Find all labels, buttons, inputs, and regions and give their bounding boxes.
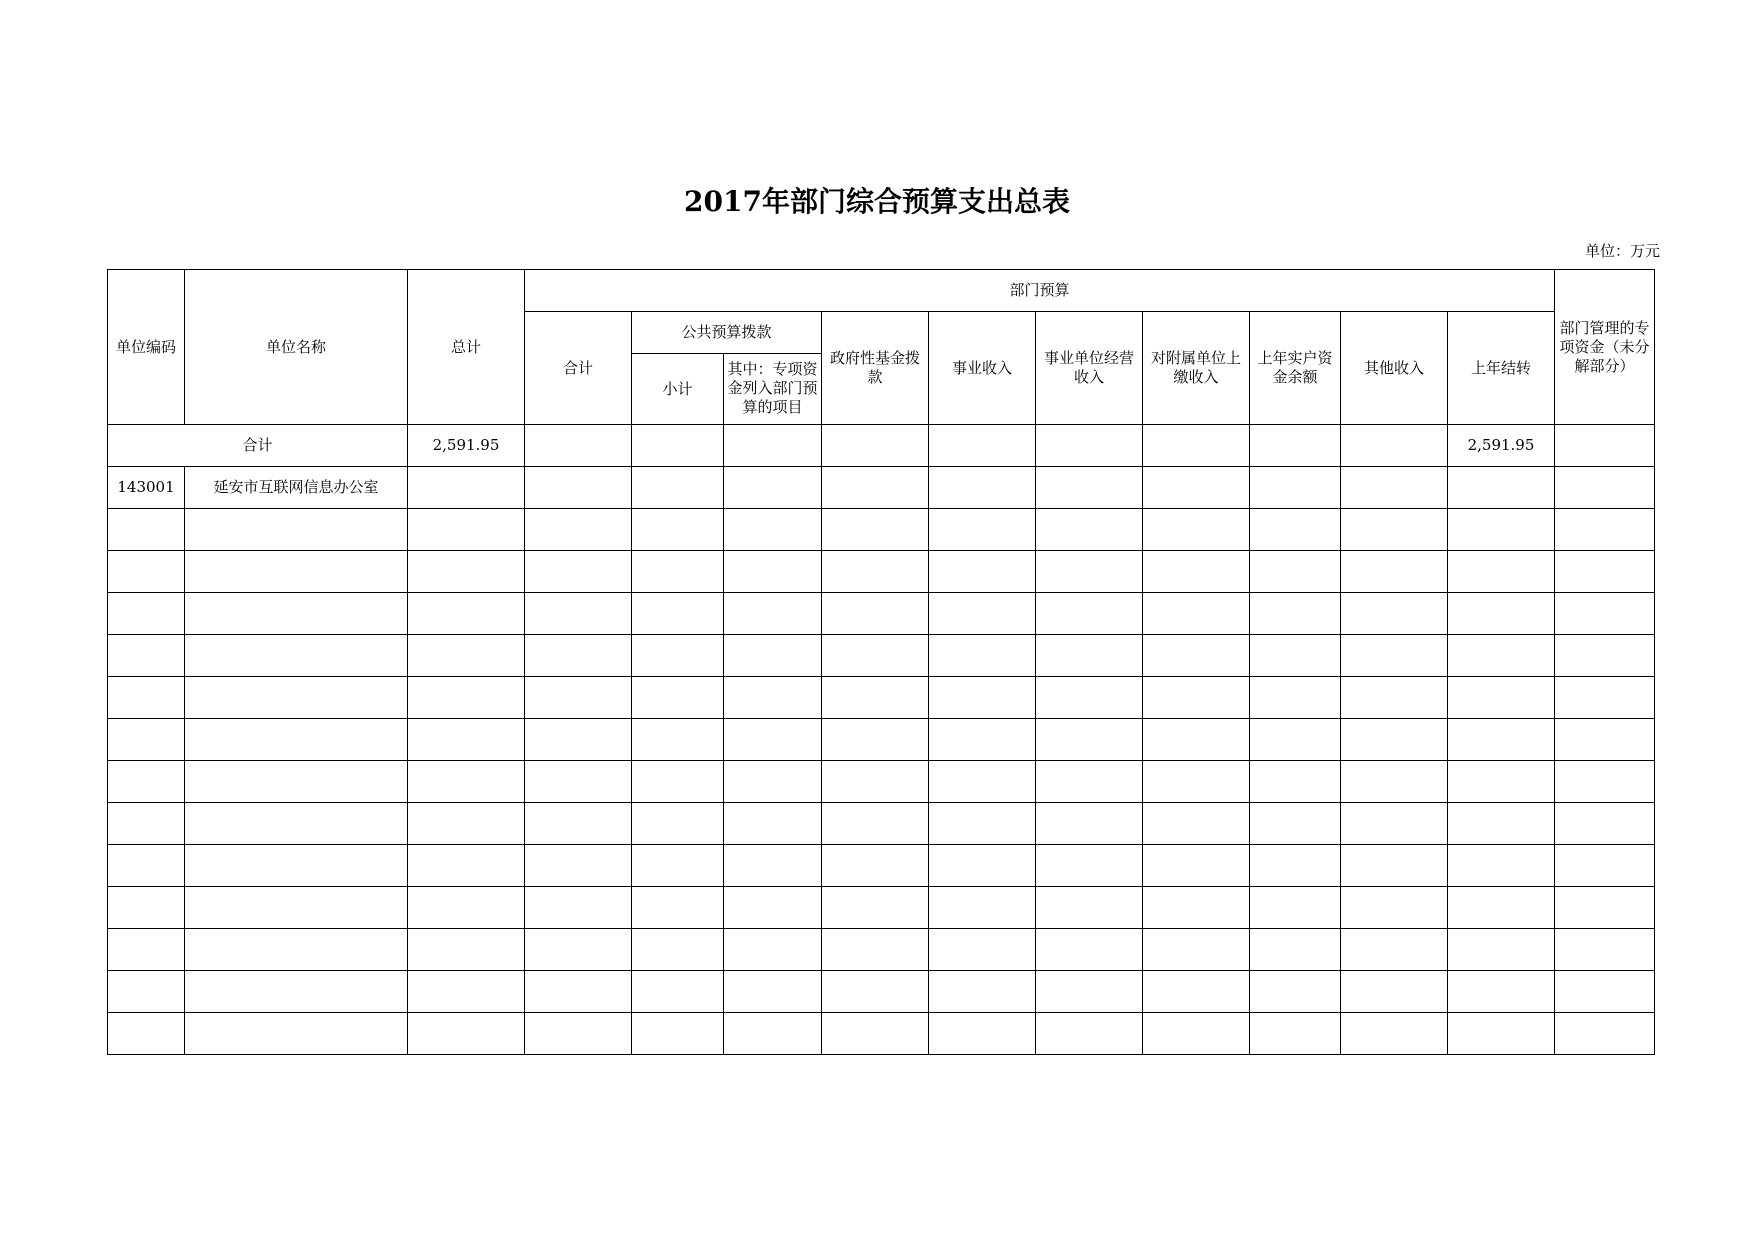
empty-row [108, 551, 1655, 593]
cell [1341, 677, 1448, 719]
cell [1341, 719, 1448, 761]
total-row-prior-carryover: 2,591.95 [1448, 425, 1555, 467]
cell [108, 761, 185, 803]
cell [1250, 1013, 1341, 1055]
cell [929, 551, 1036, 593]
cell [108, 887, 185, 929]
cell [1250, 551, 1341, 593]
cell [1555, 467, 1655, 509]
cell [632, 887, 724, 929]
cell [185, 1013, 408, 1055]
cell [724, 803, 822, 845]
header-gov-fund: 政府性基金拨款 [822, 312, 929, 425]
cell [1143, 803, 1250, 845]
header-subtotal: 合计 [525, 312, 632, 425]
cell [525, 845, 632, 887]
cell [1555, 803, 1655, 845]
cell [724, 509, 822, 551]
cell [1555, 719, 1655, 761]
cell [1341, 467, 1448, 509]
cell [1555, 677, 1655, 719]
cell [1341, 425, 1448, 467]
cell [1341, 635, 1448, 677]
cell [822, 929, 929, 971]
cell [525, 971, 632, 1013]
cell [1143, 887, 1250, 929]
empty-row [108, 593, 1655, 635]
cell [724, 635, 822, 677]
cell [108, 509, 185, 551]
cell [1143, 719, 1250, 761]
cell [108, 845, 185, 887]
cell [929, 845, 1036, 887]
cell [632, 509, 724, 551]
cell [822, 971, 929, 1013]
cell [724, 719, 822, 761]
cell [632, 803, 724, 845]
cell [185, 509, 408, 551]
cell [929, 677, 1036, 719]
cell [1250, 593, 1341, 635]
cell [1143, 509, 1250, 551]
unit-label: 单位：万元 [1584, 242, 1660, 260]
cell [1555, 845, 1655, 887]
cell [525, 677, 632, 719]
cell [724, 929, 822, 971]
empty-row [108, 1013, 1655, 1055]
cell [408, 1013, 525, 1055]
cell [1555, 635, 1655, 677]
empty-row [108, 635, 1655, 677]
cell [1555, 887, 1655, 929]
cell [108, 635, 185, 677]
cell [408, 971, 525, 1013]
empty-row [108, 677, 1655, 719]
cell [1143, 551, 1250, 593]
cell [929, 635, 1036, 677]
header-unit-code: 单位编码 [108, 270, 185, 425]
cell [1555, 971, 1655, 1013]
cell [1448, 719, 1555, 761]
empty-row [108, 719, 1655, 761]
cell [1250, 887, 1341, 929]
cell [822, 803, 929, 845]
empty-row [108, 509, 1655, 551]
cell [822, 1013, 929, 1055]
cell [1250, 425, 1341, 467]
empty-row [108, 887, 1655, 929]
cell [1036, 635, 1143, 677]
cell [822, 467, 929, 509]
cell [1448, 677, 1555, 719]
cell [1341, 761, 1448, 803]
header-dept-budget: 部门预算 [525, 270, 1555, 312]
cell [185, 845, 408, 887]
cell [632, 467, 724, 509]
cell [525, 509, 632, 551]
cell [408, 509, 525, 551]
header-affiliated-income: 对附属单位上缴收入 [1143, 312, 1250, 425]
header-prior-balance: 上年实户资金余额 [1250, 312, 1341, 425]
cell [822, 845, 929, 887]
cell [108, 719, 185, 761]
cell [1036, 845, 1143, 887]
cell [1341, 887, 1448, 929]
cell [1036, 1013, 1143, 1055]
cell [108, 803, 185, 845]
cell [632, 971, 724, 1013]
cell [1448, 929, 1555, 971]
cell [408, 635, 525, 677]
cell [1448, 509, 1555, 551]
cell [822, 761, 929, 803]
cell [1143, 635, 1250, 677]
cell [632, 635, 724, 677]
cell [408, 467, 525, 509]
cell [108, 929, 185, 971]
cell [108, 551, 185, 593]
cell [525, 719, 632, 761]
cell [1036, 719, 1143, 761]
cell [1555, 929, 1655, 971]
header-public-budget: 公共预算拨款 [632, 312, 822, 354]
header-total: 总计 [408, 270, 525, 425]
empty-row [108, 761, 1655, 803]
cell [108, 1013, 185, 1055]
cell [1341, 1013, 1448, 1055]
cell [929, 929, 1036, 971]
cell [1036, 929, 1143, 971]
row-code: 143001 [108, 467, 185, 509]
cell [632, 593, 724, 635]
cell [1555, 509, 1655, 551]
cell [525, 425, 632, 467]
cell [1448, 593, 1555, 635]
cell [525, 635, 632, 677]
row-name: 延安市互联网信息办公室 [185, 467, 408, 509]
total-row-label: 合计 [108, 425, 408, 467]
cell [632, 719, 724, 761]
cell [724, 425, 822, 467]
cell [1448, 845, 1555, 887]
cell [929, 971, 1036, 1013]
table-row [108, 467, 1655, 509]
cell [1250, 929, 1341, 971]
cell [1143, 845, 1250, 887]
empty-row [108, 929, 1655, 971]
cell [1250, 509, 1341, 551]
header-row-1 [108, 270, 1655, 312]
cell [185, 971, 408, 1013]
cell [408, 803, 525, 845]
cell [1250, 719, 1341, 761]
cell [1341, 929, 1448, 971]
cell [408, 593, 525, 635]
cell [185, 929, 408, 971]
cell [185, 635, 408, 677]
cell [1036, 551, 1143, 593]
cell [822, 887, 929, 929]
budget-table [107, 269, 1655, 1055]
cell [822, 593, 929, 635]
total-row [108, 425, 1655, 467]
cell [632, 929, 724, 971]
cell [1143, 425, 1250, 467]
cell [822, 719, 929, 761]
cell [632, 677, 724, 719]
cell [929, 509, 1036, 551]
cell [1341, 509, 1448, 551]
header-business-income: 事业收入 [929, 312, 1036, 425]
header-dept-special: 部门管理的专项资金（未分解部分） [1555, 270, 1655, 425]
cell [108, 677, 185, 719]
cell [1555, 593, 1655, 635]
cell [822, 425, 929, 467]
cell [929, 887, 1036, 929]
cell [1036, 677, 1143, 719]
cell [929, 425, 1036, 467]
cell [632, 1013, 724, 1055]
cell [108, 971, 185, 1013]
cell [929, 593, 1036, 635]
cell [929, 1013, 1036, 1055]
cell [724, 971, 822, 1013]
cell [525, 1013, 632, 1055]
cell [525, 761, 632, 803]
cell [929, 803, 1036, 845]
cell [724, 677, 822, 719]
cell [1341, 593, 1448, 635]
cell [1250, 845, 1341, 887]
cell [185, 719, 408, 761]
cell [1448, 971, 1555, 1013]
cell [724, 467, 822, 509]
cell [929, 761, 1036, 803]
header-prior-carryover: 上年结转 [1448, 312, 1555, 425]
cell [1250, 761, 1341, 803]
cell [185, 677, 408, 719]
cell [724, 593, 822, 635]
cell [822, 635, 929, 677]
cell [822, 677, 929, 719]
cell [1036, 509, 1143, 551]
cell [408, 887, 525, 929]
cell [1250, 677, 1341, 719]
cell [408, 551, 525, 593]
cell [1555, 761, 1655, 803]
cell [1143, 593, 1250, 635]
cell [724, 887, 822, 929]
header-special-fund [724, 354, 822, 425]
cell [408, 845, 525, 887]
cell [632, 551, 724, 593]
cell [1036, 467, 1143, 509]
cell [408, 761, 525, 803]
cell [408, 719, 525, 761]
cell [1036, 761, 1143, 803]
cell [724, 1013, 822, 1055]
cell [185, 551, 408, 593]
cell [1555, 1013, 1655, 1055]
cell [1250, 803, 1341, 845]
cell [408, 929, 525, 971]
cell [1448, 803, 1555, 845]
cell [1036, 803, 1143, 845]
cell [1341, 551, 1448, 593]
cell [822, 551, 929, 593]
cell [1341, 803, 1448, 845]
cell [1448, 467, 1555, 509]
header-small-total: 小计 [632, 354, 724, 425]
cell [525, 803, 632, 845]
cell [1143, 761, 1250, 803]
page-title: 2017年部门综合预算支出总表 [684, 185, 1070, 218]
cell [525, 593, 632, 635]
cell [724, 845, 822, 887]
cell [1143, 971, 1250, 1013]
cell [185, 803, 408, 845]
cell [1250, 467, 1341, 509]
cell [185, 761, 408, 803]
cell [1341, 971, 1448, 1013]
header-special-fund-text: 其中：专项资金列入部门预算的项目 [727, 359, 818, 416]
cell [525, 467, 632, 509]
cell [1555, 551, 1655, 593]
cell [108, 593, 185, 635]
cell [1036, 593, 1143, 635]
empty-row [108, 971, 1655, 1013]
cell [822, 509, 929, 551]
cell [1448, 761, 1555, 803]
cell [185, 593, 408, 635]
cell [408, 677, 525, 719]
cell [525, 929, 632, 971]
cell [1036, 887, 1143, 929]
cell [724, 761, 822, 803]
cell [1250, 971, 1341, 1013]
cell [632, 761, 724, 803]
cell [1448, 1013, 1555, 1055]
header-other-income: 其他收入 [1341, 312, 1448, 425]
total-row-total: 2,591.95 [408, 425, 525, 467]
cell [632, 425, 724, 467]
cell [1143, 467, 1250, 509]
header-unit-name: 单位名称 [185, 270, 408, 425]
cell [929, 467, 1036, 509]
cell [1448, 635, 1555, 677]
cell [1341, 845, 1448, 887]
cell [632, 845, 724, 887]
cell [1555, 425, 1655, 467]
empty-rows [108, 509, 1655, 1055]
cell [1448, 551, 1555, 593]
cell [1250, 635, 1341, 677]
cell [1143, 1013, 1250, 1055]
cell [1143, 677, 1250, 719]
empty-row [108, 845, 1655, 887]
cell [1143, 929, 1250, 971]
cell [185, 887, 408, 929]
empty-row [108, 803, 1655, 845]
cell [724, 551, 822, 593]
cell [525, 551, 632, 593]
cell [525, 887, 632, 929]
cell [1448, 887, 1555, 929]
cell [1036, 425, 1143, 467]
cell [929, 719, 1036, 761]
header-operating-income: 事业单位经营收入 [1036, 312, 1143, 425]
cell [1036, 971, 1143, 1013]
